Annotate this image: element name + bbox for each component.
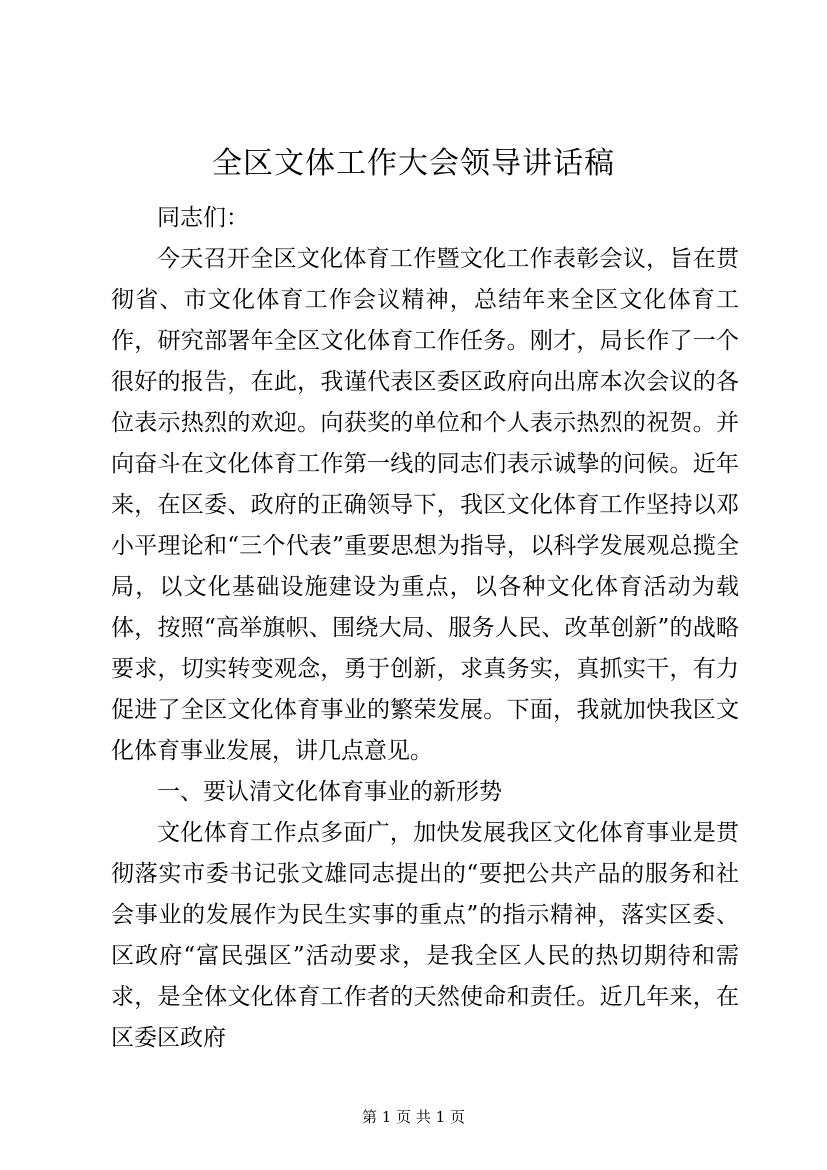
section-heading-1: 一、要认清文化体育事业的新形势 (157, 779, 502, 805)
document-title: 全区文体工作大会领导讲话稿 (212, 146, 615, 181)
page-footer: 第 1 页 共 1 页 (362, 1108, 465, 1126)
paragraph-intro: 今天召开全区文化体育工作暨文化工作表彰会议，旨在贯彻省、市文化体育工作会议精神，总结年来全区文化体育工作，研究部署年全区文化体育工作任务。刚才，局长作了一个很好的报告，在此，我谨代表区委区政府向出席本次会议的各位表示热烈的欢迎。向获奖的单位和个人表示热烈的祝贺。并向奋斗在文化体育工作第一线的同志们表示诚挚的问候。近年来，在区委、政府的正确领导下，我区文化体育工作坚持以邓小平理论和“三个代表”重要思想为指导，以科学发展观总揽全局，以文化基础设施建设为重点，以各种文化体育活动为载体，按照“高举旗帜、围绕大局、服务人民、改革创新”的战略要求，切实转变观念，勇于创新，求真务实，真抓实干，有力促进了全区文化体育事业的繁荣发展。下面，我就加快我区文化体育事业发展，讲几点意见。 (111, 246, 739, 764)
document-body (111, 198, 739, 1059)
salutation: 同志们： (157, 205, 249, 231)
paragraph-section-1: 文化体育工作点多面广，加快发展我区文化体育事业是贯彻落实市委书记张文雄同志提出的“要把公共产品的服务和社会事业的发展作为民生实事的重点”的指示精神，落实区委、区政府“富民强区”活动要求，是我全区人民的热切期待和需求，是全体文化体育工作者的天然使命和责任。近几年来，在区委区政府 (111, 820, 739, 1051)
